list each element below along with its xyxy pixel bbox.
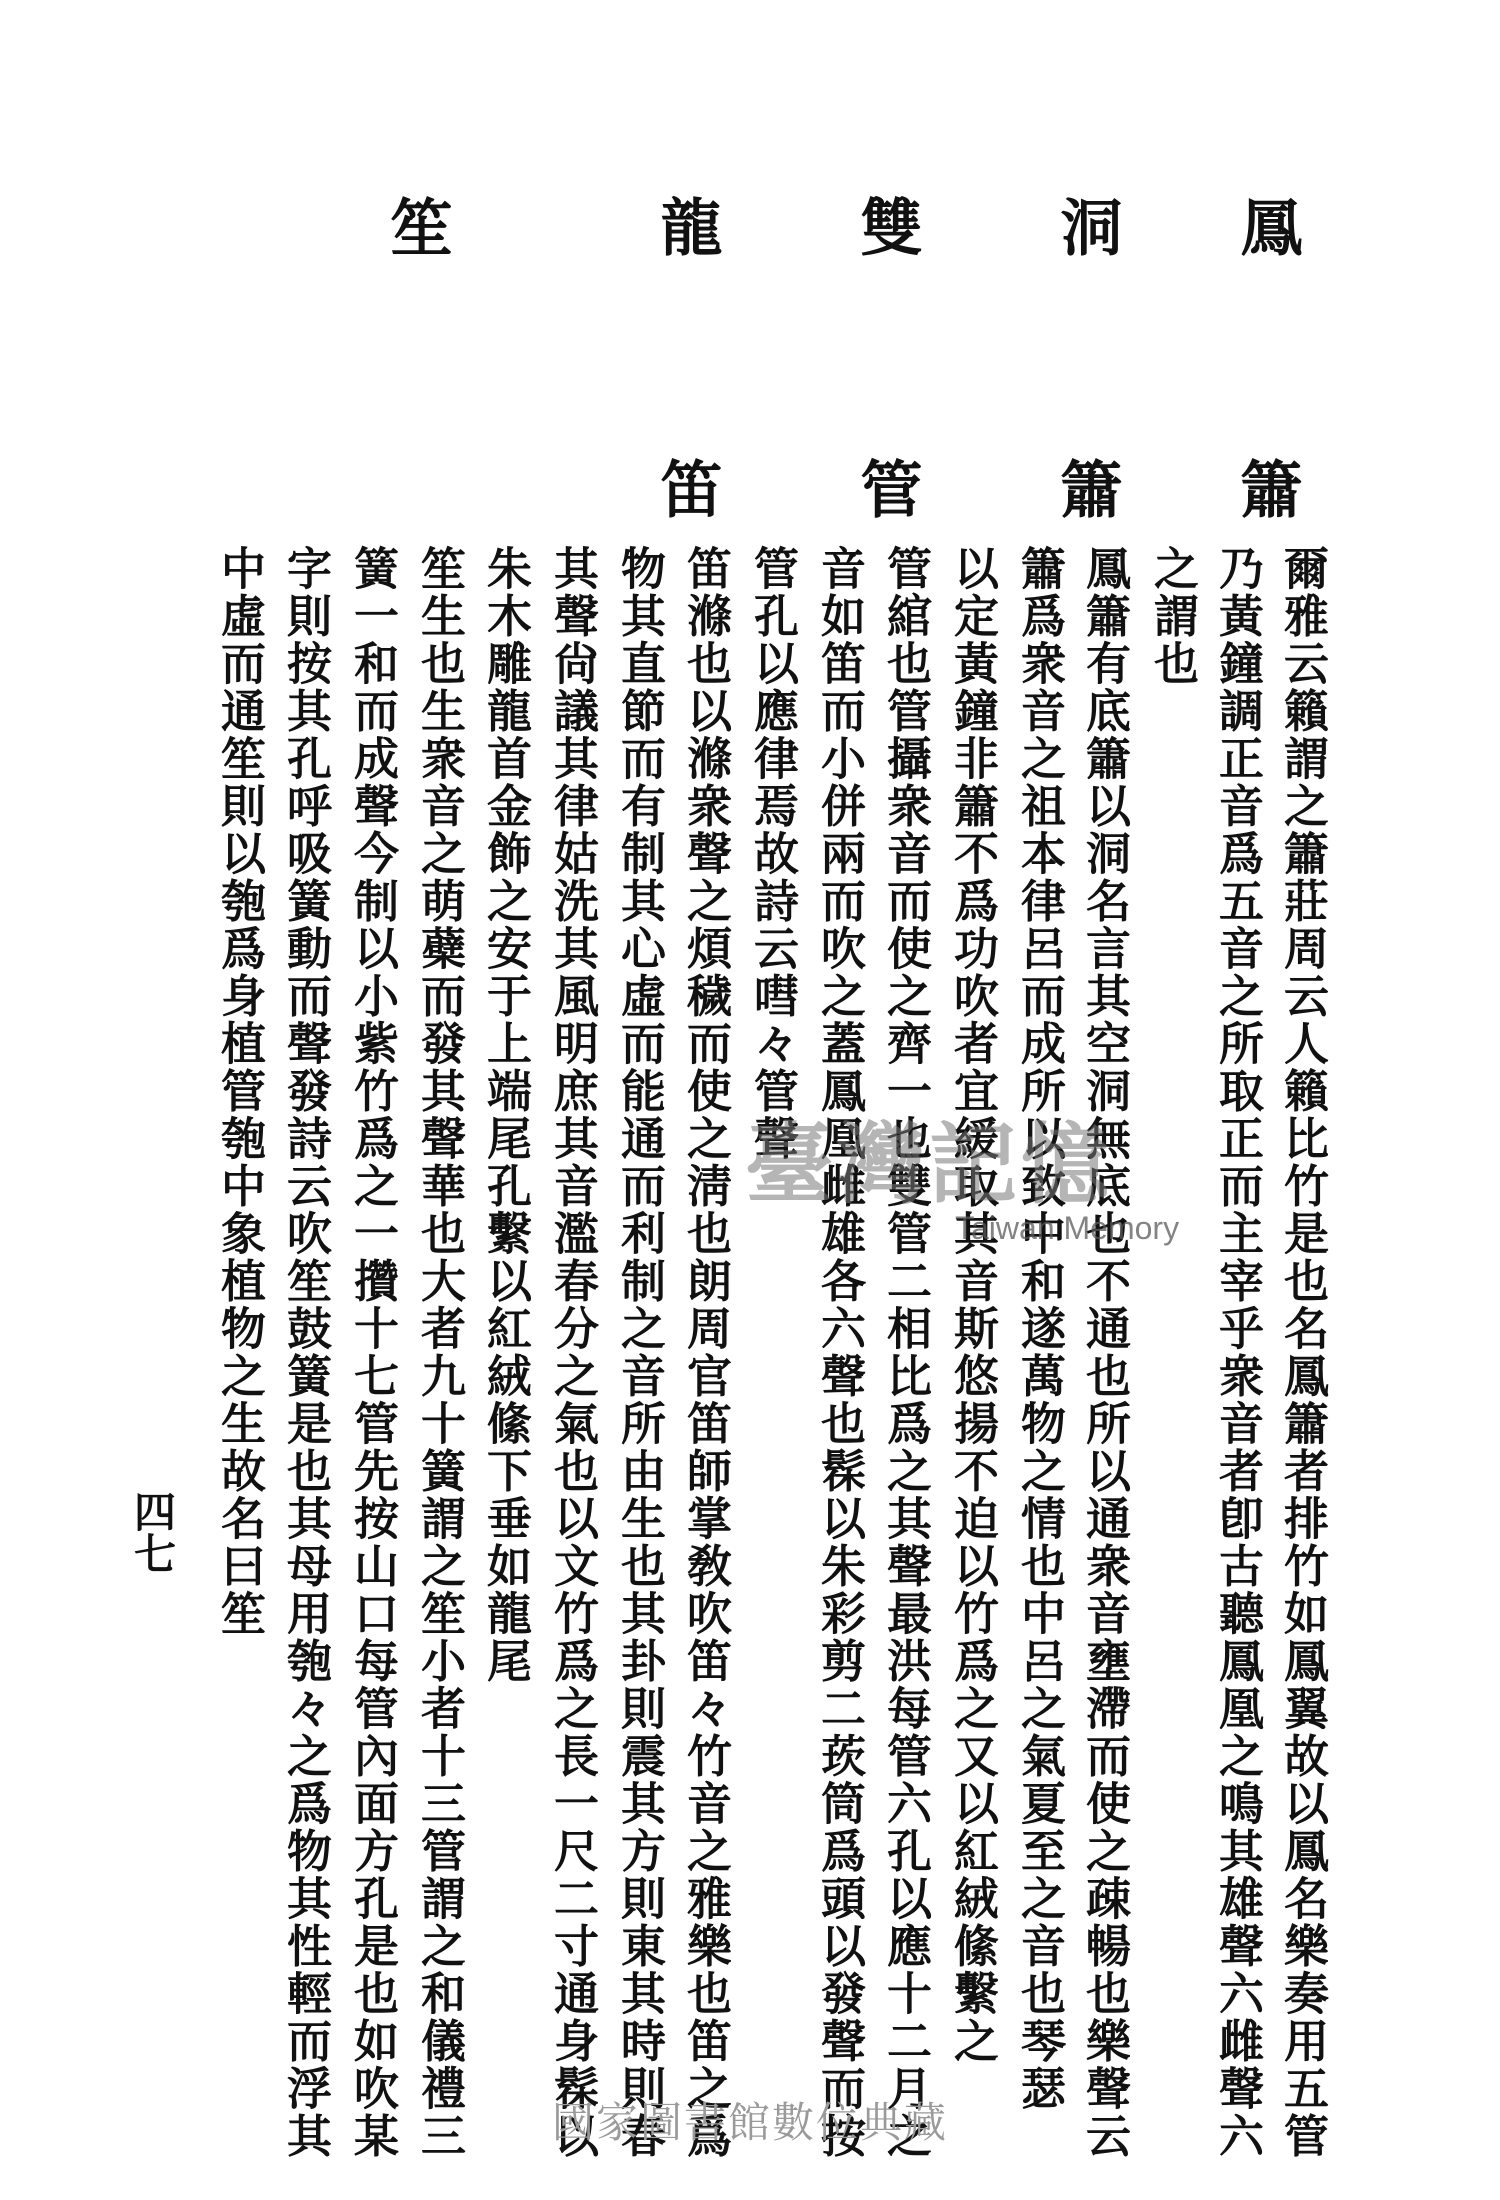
heading-char: 簫 [1050,457,1123,519]
text-column: 爾雅云籟謂之簫莊周云人籟比竹是也名鳳簫者排竹如鳳翼故以鳳名樂奏用五管 [1276,545,1329,2160]
page-number: 四七 [128,1490,177,1574]
text-column: 乃黃鐘調正音爲五音之所取正而主宰乎衆音者卽古聽鳳凰之鳴其雄聲六雌聲六 [1211,545,1264,2160]
text-column: 朱木雕龍首金飾之安于上端尾孔繫以紅絨絛下垂如龍尾 [479,545,532,1685]
heading-char: 雙 [850,195,923,257]
heading-feng-xiao [1230,195,1303,519]
heading-char: 簫 [1230,457,1303,519]
text-column: 物其直節而有制其心虛而能通而利制之音所由生也其卦則震其方則東其時則春 [613,545,666,2160]
heading-char: 笙 [380,195,453,257]
footer-archive-label: 國家圖書館數位典藏 [551,2098,948,2147]
heading-long-di [650,195,723,519]
text-column: 以定黃鐘非簫不爲功吹者宜緩取其音斯悠揚不迫以竹爲之又以紅絨絛繫之 [946,545,999,2065]
text-column: 中虛而通笙則以匏爲身植管匏中象植物之生故名曰笙 [213,545,266,1638]
heading-dong-xiao [1050,195,1123,519]
heading-shuang-guan [850,195,923,519]
text-column: 簫爲衆音之祖本律呂而成所以致中和遂萬物之情也中呂之氣夏至之音也琴瑟 [1013,545,1066,2113]
heading-char: 龍 [650,195,723,257]
text-column: 笙生也生衆音之萌蘗而發其聲華也大者九十簧謂之笙小者十三管謂之和儀禮三 [413,545,466,2160]
text-column: 字則按其孔呼吸簧動而聲發詩云吹笙鼓簧是也其母用匏々之爲物其性輕而浮其 [279,545,332,2160]
heading-char: 管 [850,457,923,519]
text-column: 音如笛而小併兩而吹之蓋鳳凰雌雄各六聲也髹以朱彩剪二莰筒爲頭以發聲而按 [813,545,866,2160]
text-column: 之謂也 [1146,545,1199,688]
text-column: 其聲尙議其律姑洗其風明庶其音濫春分之氣也以文竹爲之長一尺二寸通身髹以 [546,545,599,2160]
text-column: 簧一和而成聲今制以小紫竹爲之一攢十七管先按山口每管內面方孔是也如吹某 [346,545,399,2160]
text-column: 鳳簫有底簫以洞名言其空洞無底也不通也所以通衆音壅滯而使之疎暢也樂聲云 [1078,545,1131,2160]
heading-char: 笛 [650,457,723,519]
text-column: 管綰也管攝衆音而使之齊一也雙管二相比爲之其聲最洪每管六孔以應十二月之 [879,545,932,2160]
watermark-main-text: 臺灣記憶 [745,1112,1114,1216]
heading-char: 洞 [1050,195,1123,257]
text-column: 管孔以應律焉故詩云嘒々管聲 [746,545,799,1163]
heading-char: 鳳 [1230,195,1303,257]
text-column: 笛滌也以滌衆聲之煩穢而使之淸也朗周官笛師掌敎吹笛々竹音之雅樂也笛之爲 [679,545,732,2160]
heading-sheng [380,195,453,457]
watermark-sub-text: Taiwan Memory [955,1210,1180,1246]
